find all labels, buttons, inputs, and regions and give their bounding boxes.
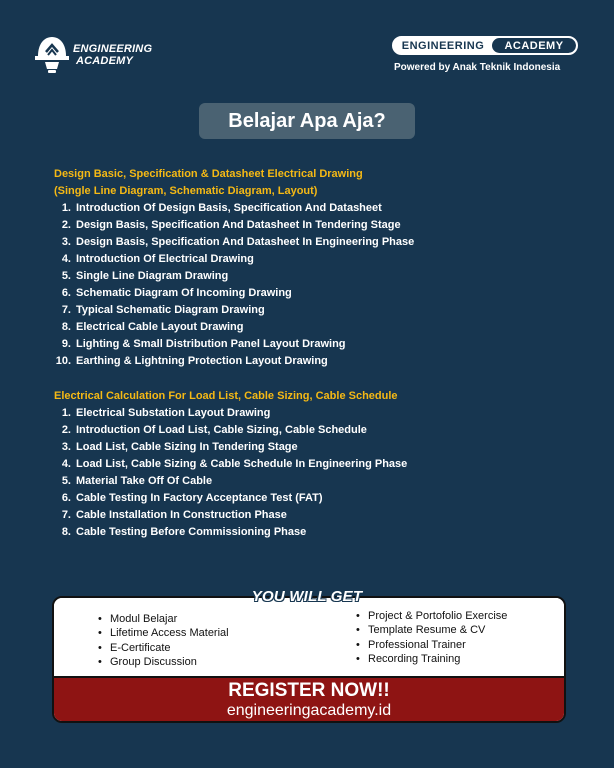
list-item [54,285,574,302]
list-item [54,200,574,217]
list-item-number: 2. [61,424,71,436]
benefits-list-left [98,612,229,669]
benefit-item: • Recording Training [356,652,507,666]
list-item [54,251,574,268]
list-item [54,490,574,507]
section-2-list [54,405,574,541]
list-item [54,302,574,319]
powered-by-text: Powered by Anak Teknik Indonesia [394,62,561,73]
list-item-text: Load List, Cable Sizing In Tendering Stage [76,441,298,453]
list-item [54,456,574,473]
list-item-number: 1. [61,202,71,214]
register-cta[interactable]: REGISTER NOW!! [228,679,390,701]
list-item [54,234,574,251]
benefit-item: • Template Resume & CV [356,623,507,637]
list-item [54,439,574,456]
page-title: Belajar Apa Aja? [199,103,415,139]
hardhat-bulb-icon [34,34,70,76]
list-item [54,336,574,353]
benefit-item: • Professional Trainer [356,638,507,652]
section-1-list [54,200,574,370]
list-item [54,524,574,541]
list-item-text: Single Line Diagram Drawing [76,270,229,282]
list-item-number: 3. [61,441,71,453]
brand-logo [34,34,152,76]
list-item-text: Lighting & Small Distribution Panel Layout Drawing [76,338,346,350]
list-item-text: Introduction Of Electrical Drawing [76,253,254,265]
list-item-text: Introduction Of Load List, Cable Sizing, Cable Schedule [76,424,367,436]
list-item-text: Earthing & Lightning Protection Layout Drawing [76,355,328,367]
register-url-link[interactable]: engineeringacademy.id [226,701,392,719]
you-will-get-title: YOU WILL GET [251,588,363,605]
badge-left-text: ENGINEERING [401,39,485,52]
list-item-text: Cable Installation In Construction Phase [76,509,287,521]
list-item [54,319,574,336]
list-item-number: 1. [61,407,71,419]
section-2-heading: Electrical Calculation For Load List, Cable Sizing, Cable Schedule [54,390,398,402]
benefits-area [54,598,564,676]
benefit-item: • Group Discussion [98,655,229,669]
list-item [54,422,574,439]
list-item-text: Design Basis, Specification And Datasheet In Tendering Stage [76,219,401,231]
list-item-text: Cable Testing Before Commissioning Phase [76,526,307,538]
list-item-number: 6. [61,287,71,299]
list-item-number: 8. [61,526,71,538]
list-item [54,405,574,422]
list-item-number: 5. [61,475,71,487]
list-item-text: Electrical Substation Layout Drawing [76,407,271,419]
list-item-number: 8. [61,321,71,333]
curriculum-section-2 [54,388,574,541]
list-item-number: 4. [61,458,71,470]
list-item-number: 7. [61,509,71,521]
list-item [54,217,574,234]
benefit-item: • Lifetime Access Material [98,626,229,640]
list-item-number: 5. [61,270,71,282]
benefits-card [52,596,566,723]
list-item-number: 10. [55,355,71,367]
list-item [54,507,574,524]
list-item-text: Electrical Cable Layout Drawing [76,321,244,333]
brand-badge [392,36,578,55]
list-item-text: Material Take Off Of Cable [76,475,213,487]
list-item-number: 4. [61,253,71,265]
section-1-heading-line2: (Single Line Diagram, Schematic Diagram, Layout) [54,185,318,197]
benefits-list-right [356,609,507,666]
list-item-text: Typical Schematic Diagram Drawing [76,304,265,316]
list-item [54,268,574,285]
list-item-number: 7. [61,304,71,316]
benefit-item: • Modul Belajar [98,612,229,626]
list-item-number: 3. [61,236,71,248]
list-item-text: Load List, Cable Sizing & Cable Schedule In Engineering Phase [76,458,408,470]
list-item-text: Schematic Diagram Of Incoming Drawing [76,287,292,299]
list-item-number: 6. [61,492,71,504]
curriculum-section-1 [54,166,574,370]
list-item-text: Introduction Of Design Basis, Specification And Datasheet [76,202,382,214]
list-item-number: 9. [61,338,71,350]
list-item [54,473,574,490]
logo-line2: ACADEMY [76,55,134,67]
list-item-number: 2. [61,219,71,231]
benefit-item: • Project & Portofolio Exercise [356,609,507,623]
register-banner[interactable] [54,676,564,721]
list-item-text: Cable Testing In Factory Acceptance Test (FAT) [76,492,323,504]
list-item-text: Design Basis, Specification And Datasheet In Engineering Phase [76,236,415,248]
logo-line1: ENGINEERING [73,43,153,55]
badge-right-text: ACADEMY [492,38,576,53]
section-1-heading-line1: Design Basic, Specification & Datasheet Electrical Drawing [54,168,363,180]
list-item [54,353,574,370]
benefit-item: • E-Certificate [98,641,229,655]
